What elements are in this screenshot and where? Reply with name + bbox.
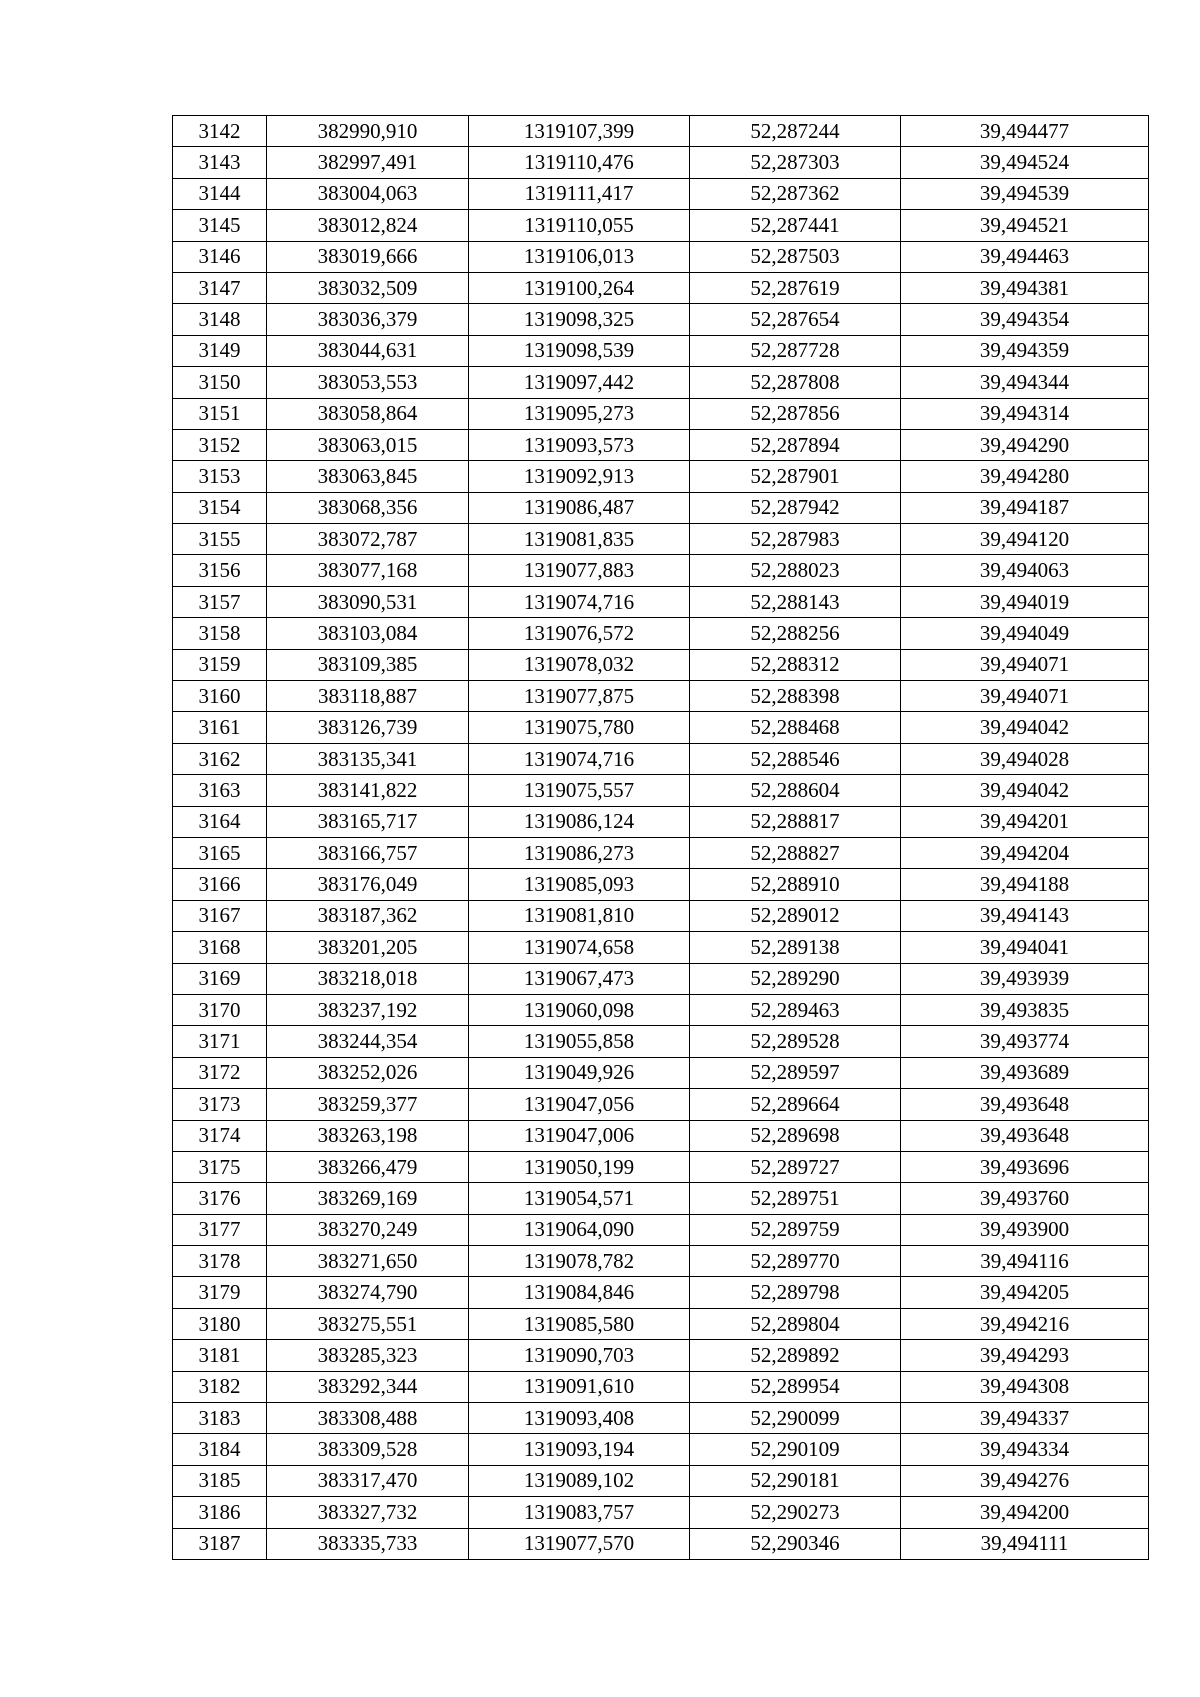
y-coordinate-cell: 1319078,032 [469, 649, 690, 680]
x-coordinate-cell: 383044,631 [267, 335, 469, 366]
point-number-cell: 3163 [173, 775, 267, 806]
longitude-cell: 39,494524 [901, 147, 1149, 178]
latitude-cell: 52,288910 [690, 869, 901, 900]
x-coordinate-cell: 383285,323 [267, 1340, 469, 1371]
latitude-cell: 52,287901 [690, 461, 901, 492]
x-coordinate-cell: 383292,344 [267, 1371, 469, 1402]
latitude-cell: 52,287503 [690, 241, 901, 272]
y-coordinate-cell: 1319077,570 [469, 1528, 690, 1559]
point-number-cell: 3179 [173, 1277, 267, 1308]
latitude-cell: 52,289798 [690, 1277, 901, 1308]
latitude-cell: 52,289804 [690, 1308, 901, 1339]
table-row [173, 398, 1149, 429]
point-number-cell: 3143 [173, 147, 267, 178]
y-coordinate-cell: 1319089,102 [469, 1465, 690, 1496]
longitude-cell: 39,494344 [901, 367, 1149, 398]
latitude-cell: 52,289138 [690, 932, 901, 963]
x-coordinate-cell: 383019,666 [267, 241, 469, 272]
y-coordinate-cell: 1319091,610 [469, 1371, 690, 1402]
point-number-cell: 3177 [173, 1214, 267, 1245]
table-row [173, 994, 1149, 1025]
point-number-cell: 3158 [173, 618, 267, 649]
x-coordinate-cell: 383270,249 [267, 1214, 469, 1245]
table-row [173, 1403, 1149, 1434]
y-coordinate-cell: 1319060,098 [469, 994, 690, 1025]
latitude-cell: 52,288312 [690, 649, 901, 680]
latitude-cell: 52,287303 [690, 147, 901, 178]
x-coordinate-cell: 383058,864 [267, 398, 469, 429]
y-coordinate-cell: 1319084,846 [469, 1277, 690, 1308]
point-number-cell: 3187 [173, 1528, 267, 1559]
table-row [173, 367, 1149, 398]
longitude-cell: 39,494276 [901, 1465, 1149, 1496]
latitude-cell: 52,288468 [690, 712, 901, 743]
table-row [173, 1434, 1149, 1465]
point-number-cell: 3146 [173, 241, 267, 272]
table-row [173, 241, 1149, 272]
x-coordinate-cell: 383135,341 [267, 743, 469, 774]
table-row [173, 837, 1149, 868]
y-coordinate-cell: 1319074,658 [469, 932, 690, 963]
point-number-cell: 3153 [173, 461, 267, 492]
longitude-cell: 39,493835 [901, 994, 1149, 1025]
point-number-cell: 3151 [173, 398, 267, 429]
coordinates-table [172, 115, 1149, 1560]
table-row [173, 1340, 1149, 1371]
longitude-cell: 39,494042 [901, 775, 1149, 806]
point-number-cell: 3171 [173, 1026, 267, 1057]
table-row [173, 649, 1149, 680]
point-number-cell: 3149 [173, 335, 267, 366]
x-coordinate-cell: 383263,198 [267, 1120, 469, 1151]
latitude-cell: 52,288023 [690, 555, 901, 586]
x-coordinate-cell: 383309,528 [267, 1434, 469, 1465]
y-coordinate-cell: 1319107,399 [469, 116, 690, 147]
point-number-cell: 3142 [173, 116, 267, 147]
longitude-cell: 39,494143 [901, 900, 1149, 931]
point-number-cell: 3180 [173, 1308, 267, 1339]
y-coordinate-cell: 1319090,703 [469, 1340, 690, 1371]
table-row [173, 806, 1149, 837]
point-number-cell: 3181 [173, 1340, 267, 1371]
y-coordinate-cell: 1319110,055 [469, 210, 690, 241]
point-number-cell: 3167 [173, 900, 267, 931]
latitude-cell: 52,289892 [690, 1340, 901, 1371]
x-coordinate-cell: 383063,845 [267, 461, 469, 492]
latitude-cell: 52,289770 [690, 1246, 901, 1277]
y-coordinate-cell: 1319086,124 [469, 806, 690, 837]
x-coordinate-cell: 383012,824 [267, 210, 469, 241]
table-row [173, 429, 1149, 460]
latitude-cell: 52,287441 [690, 210, 901, 241]
table-row [173, 210, 1149, 241]
table-row [173, 304, 1149, 335]
y-coordinate-cell: 1319100,264 [469, 272, 690, 303]
longitude-cell: 39,494293 [901, 1340, 1149, 1371]
x-coordinate-cell: 383335,733 [267, 1528, 469, 1559]
y-coordinate-cell: 1319074,716 [469, 743, 690, 774]
table-row [173, 1089, 1149, 1120]
longitude-cell: 39,494120 [901, 524, 1149, 555]
latitude-cell: 52,289528 [690, 1026, 901, 1057]
x-coordinate-cell: 383317,470 [267, 1465, 469, 1496]
latitude-cell: 52,290181 [690, 1465, 901, 1496]
table-row [173, 1465, 1149, 1496]
table-row [173, 712, 1149, 743]
latitude-cell: 52,289751 [690, 1183, 901, 1214]
table-row [173, 1371, 1149, 1402]
x-coordinate-cell: 383053,553 [267, 367, 469, 398]
y-coordinate-cell: 1319055,858 [469, 1026, 690, 1057]
y-coordinate-cell: 1319093,573 [469, 429, 690, 460]
coordinates-table-body [173, 116, 1149, 1560]
table-row [173, 1246, 1149, 1277]
latitude-cell: 52,290273 [690, 1497, 901, 1528]
longitude-cell: 39,494063 [901, 555, 1149, 586]
table-row [173, 869, 1149, 900]
longitude-cell: 39,494200 [901, 1497, 1149, 1528]
latitude-cell: 52,289290 [690, 963, 901, 994]
point-number-cell: 3186 [173, 1497, 267, 1528]
latitude-cell: 52,289954 [690, 1371, 901, 1402]
y-coordinate-cell: 1319097,442 [469, 367, 690, 398]
longitude-cell: 39,494463 [901, 241, 1149, 272]
x-coordinate-cell: 383126,739 [267, 712, 469, 743]
longitude-cell: 39,494354 [901, 304, 1149, 335]
table-row [173, 743, 1149, 774]
longitude-cell: 39,494201 [901, 806, 1149, 837]
latitude-cell: 52,287894 [690, 429, 901, 460]
longitude-cell: 39,494187 [901, 492, 1149, 523]
y-coordinate-cell: 1319086,273 [469, 837, 690, 868]
longitude-cell: 39,494381 [901, 272, 1149, 303]
x-coordinate-cell: 383166,757 [267, 837, 469, 868]
x-coordinate-cell: 383275,551 [267, 1308, 469, 1339]
y-coordinate-cell: 1319064,090 [469, 1214, 690, 1245]
longitude-cell: 39,494216 [901, 1308, 1149, 1339]
point-number-cell: 3155 [173, 524, 267, 555]
x-coordinate-cell: 383327,732 [267, 1497, 469, 1528]
x-coordinate-cell: 383259,377 [267, 1089, 469, 1120]
point-number-cell: 3176 [173, 1183, 267, 1214]
latitude-cell: 52,287244 [690, 116, 901, 147]
x-coordinate-cell: 383063,015 [267, 429, 469, 460]
table-row [173, 461, 1149, 492]
latitude-cell: 52,288143 [690, 586, 901, 617]
latitude-cell: 52,287362 [690, 178, 901, 209]
longitude-cell: 39,493648 [901, 1120, 1149, 1151]
table-row [173, 1151, 1149, 1182]
x-coordinate-cell: 383032,509 [267, 272, 469, 303]
point-number-cell: 3184 [173, 1434, 267, 1465]
table-row [173, 335, 1149, 366]
x-coordinate-cell: 383237,192 [267, 994, 469, 1025]
y-coordinate-cell: 1319077,883 [469, 555, 690, 586]
point-number-cell: 3168 [173, 932, 267, 963]
x-coordinate-cell: 383269,169 [267, 1183, 469, 1214]
point-number-cell: 3156 [173, 555, 267, 586]
x-coordinate-cell: 383068,356 [267, 492, 469, 523]
longitude-cell: 39,494042 [901, 712, 1149, 743]
point-number-cell: 3154 [173, 492, 267, 523]
x-coordinate-cell: 383141,822 [267, 775, 469, 806]
latitude-cell: 52,289727 [690, 1151, 901, 1182]
point-number-cell: 3147 [173, 272, 267, 303]
latitude-cell: 52,290099 [690, 1403, 901, 1434]
table-row [173, 1214, 1149, 1245]
x-coordinate-cell: 382997,491 [267, 147, 469, 178]
y-coordinate-cell: 1319077,875 [469, 681, 690, 712]
x-coordinate-cell: 383201,205 [267, 932, 469, 963]
y-coordinate-cell: 1319092,913 [469, 461, 690, 492]
point-number-cell: 3166 [173, 869, 267, 900]
latitude-cell: 52,288398 [690, 681, 901, 712]
x-coordinate-cell: 383176,049 [267, 869, 469, 900]
point-number-cell: 3175 [173, 1151, 267, 1182]
table-row [173, 1057, 1149, 1088]
latitude-cell: 52,288256 [690, 618, 901, 649]
latitude-cell: 52,290346 [690, 1528, 901, 1559]
table-row [173, 900, 1149, 931]
y-coordinate-cell: 1319075,780 [469, 712, 690, 743]
longitude-cell: 39,494041 [901, 932, 1149, 963]
point-number-cell: 3144 [173, 178, 267, 209]
latitude-cell: 52,289597 [690, 1057, 901, 1088]
y-coordinate-cell: 1319095,273 [469, 398, 690, 429]
point-number-cell: 3170 [173, 994, 267, 1025]
y-coordinate-cell: 1319111,417 [469, 178, 690, 209]
longitude-cell: 39,493900 [901, 1214, 1149, 1245]
x-coordinate-cell: 383036,379 [267, 304, 469, 335]
x-coordinate-cell: 383103,084 [267, 618, 469, 649]
point-number-cell: 3161 [173, 712, 267, 743]
table-row [173, 492, 1149, 523]
table-row [173, 1277, 1149, 1308]
point-number-cell: 3182 [173, 1371, 267, 1402]
latitude-cell: 52,287728 [690, 335, 901, 366]
latitude-cell: 52,289759 [690, 1214, 901, 1245]
y-coordinate-cell: 1319047,056 [469, 1089, 690, 1120]
table-row [173, 775, 1149, 806]
longitude-cell: 39,494188 [901, 869, 1149, 900]
y-coordinate-cell: 1319085,580 [469, 1308, 690, 1339]
y-coordinate-cell: 1319110,476 [469, 147, 690, 178]
longitude-cell: 39,494071 [901, 649, 1149, 680]
table-row [173, 1120, 1149, 1151]
table-row [173, 586, 1149, 617]
point-number-cell: 3148 [173, 304, 267, 335]
x-coordinate-cell: 383090,531 [267, 586, 469, 617]
latitude-cell: 52,288817 [690, 806, 901, 837]
x-coordinate-cell: 383308,488 [267, 1403, 469, 1434]
y-coordinate-cell: 1319078,782 [469, 1246, 690, 1277]
table-row [173, 272, 1149, 303]
table-row [173, 681, 1149, 712]
table-row [173, 524, 1149, 555]
table-row [173, 555, 1149, 586]
longitude-cell: 39,494359 [901, 335, 1149, 366]
longitude-cell: 39,494116 [901, 1246, 1149, 1277]
table-row [173, 147, 1149, 178]
table-row [173, 1308, 1149, 1339]
x-coordinate-cell: 383271,650 [267, 1246, 469, 1277]
x-coordinate-cell: 383004,063 [267, 178, 469, 209]
x-coordinate-cell: 383109,385 [267, 649, 469, 680]
table-row [173, 963, 1149, 994]
longitude-cell: 39,494334 [901, 1434, 1149, 1465]
longitude-cell: 39,494280 [901, 461, 1149, 492]
longitude-cell: 39,493774 [901, 1026, 1149, 1057]
table-row [173, 1528, 1149, 1559]
longitude-cell: 39,494028 [901, 743, 1149, 774]
longitude-cell: 39,494111 [901, 1528, 1149, 1559]
longitude-cell: 39,494314 [901, 398, 1149, 429]
x-coordinate-cell: 383218,018 [267, 963, 469, 994]
point-number-cell: 3159 [173, 649, 267, 680]
x-coordinate-cell: 383252,026 [267, 1057, 469, 1088]
point-number-cell: 3169 [173, 963, 267, 994]
point-number-cell: 3145 [173, 210, 267, 241]
y-coordinate-cell: 1319093,408 [469, 1403, 690, 1434]
point-number-cell: 3185 [173, 1465, 267, 1496]
latitude-cell: 52,290109 [690, 1434, 901, 1465]
latitude-cell: 52,287856 [690, 398, 901, 429]
point-number-cell: 3152 [173, 429, 267, 460]
y-coordinate-cell: 1319050,199 [469, 1151, 690, 1182]
x-coordinate-cell: 383165,717 [267, 806, 469, 837]
point-number-cell: 3165 [173, 837, 267, 868]
table-row [173, 1497, 1149, 1528]
y-coordinate-cell: 1319054,571 [469, 1183, 690, 1214]
longitude-cell: 39,493689 [901, 1057, 1149, 1088]
y-coordinate-cell: 1319081,835 [469, 524, 690, 555]
x-coordinate-cell: 382990,910 [267, 116, 469, 147]
x-coordinate-cell: 383118,887 [267, 681, 469, 712]
y-coordinate-cell: 1319098,325 [469, 304, 690, 335]
latitude-cell: 52,287983 [690, 524, 901, 555]
latitude-cell: 52,287808 [690, 367, 901, 398]
longitude-cell: 39,494071 [901, 681, 1149, 712]
y-coordinate-cell: 1319086,487 [469, 492, 690, 523]
y-coordinate-cell: 1319083,757 [469, 1497, 690, 1528]
y-coordinate-cell: 1319098,539 [469, 335, 690, 366]
y-coordinate-cell: 1319049,926 [469, 1057, 690, 1088]
latitude-cell: 52,289012 [690, 900, 901, 931]
point-number-cell: 3162 [173, 743, 267, 774]
latitude-cell: 52,287654 [690, 304, 901, 335]
y-coordinate-cell: 1319067,473 [469, 963, 690, 994]
point-number-cell: 3164 [173, 806, 267, 837]
table-row [173, 1183, 1149, 1214]
longitude-cell: 39,493939 [901, 963, 1149, 994]
point-number-cell: 3183 [173, 1403, 267, 1434]
longitude-cell: 39,493760 [901, 1183, 1149, 1214]
x-coordinate-cell: 383274,790 [267, 1277, 469, 1308]
x-coordinate-cell: 383077,168 [267, 555, 469, 586]
y-coordinate-cell: 1319076,572 [469, 618, 690, 649]
table-row [173, 178, 1149, 209]
longitude-cell: 39,493648 [901, 1089, 1149, 1120]
point-number-cell: 3160 [173, 681, 267, 712]
point-number-cell: 3174 [173, 1120, 267, 1151]
longitude-cell: 39,494204 [901, 837, 1149, 868]
longitude-cell: 39,494290 [901, 429, 1149, 460]
latitude-cell: 52,288546 [690, 743, 901, 774]
point-number-cell: 3157 [173, 586, 267, 617]
table-row [173, 1026, 1149, 1057]
longitude-cell: 39,494019 [901, 586, 1149, 617]
point-number-cell: 3173 [173, 1089, 267, 1120]
x-coordinate-cell: 383072,787 [267, 524, 469, 555]
point-number-cell: 3178 [173, 1246, 267, 1277]
y-coordinate-cell: 1319081,810 [469, 900, 690, 931]
x-coordinate-cell: 383187,362 [267, 900, 469, 931]
longitude-cell: 39,494308 [901, 1371, 1149, 1402]
table-row [173, 116, 1149, 147]
longitude-cell: 39,494477 [901, 116, 1149, 147]
latitude-cell: 52,287619 [690, 272, 901, 303]
y-coordinate-cell: 1319074,716 [469, 586, 690, 617]
latitude-cell: 52,288827 [690, 837, 901, 868]
longitude-cell: 39,494049 [901, 618, 1149, 649]
longitude-cell: 39,494539 [901, 178, 1149, 209]
y-coordinate-cell: 1319047,006 [469, 1120, 690, 1151]
y-coordinate-cell: 1319085,093 [469, 869, 690, 900]
table-row [173, 932, 1149, 963]
y-coordinate-cell: 1319093,194 [469, 1434, 690, 1465]
latitude-cell: 52,289698 [690, 1120, 901, 1151]
longitude-cell: 39,494205 [901, 1277, 1149, 1308]
y-coordinate-cell: 1319106,013 [469, 241, 690, 272]
y-coordinate-cell: 1319075,557 [469, 775, 690, 806]
point-number-cell: 3150 [173, 367, 267, 398]
latitude-cell: 52,287942 [690, 492, 901, 523]
latitude-cell: 52,288604 [690, 775, 901, 806]
longitude-cell: 39,494337 [901, 1403, 1149, 1434]
longitude-cell: 39,494521 [901, 210, 1149, 241]
table-row [173, 618, 1149, 649]
longitude-cell: 39,493696 [901, 1151, 1149, 1182]
point-number-cell: 3172 [173, 1057, 267, 1088]
latitude-cell: 52,289463 [690, 994, 901, 1025]
latitude-cell: 52,289664 [690, 1089, 901, 1120]
x-coordinate-cell: 383244,354 [267, 1026, 469, 1057]
x-coordinate-cell: 383266,479 [267, 1151, 469, 1182]
